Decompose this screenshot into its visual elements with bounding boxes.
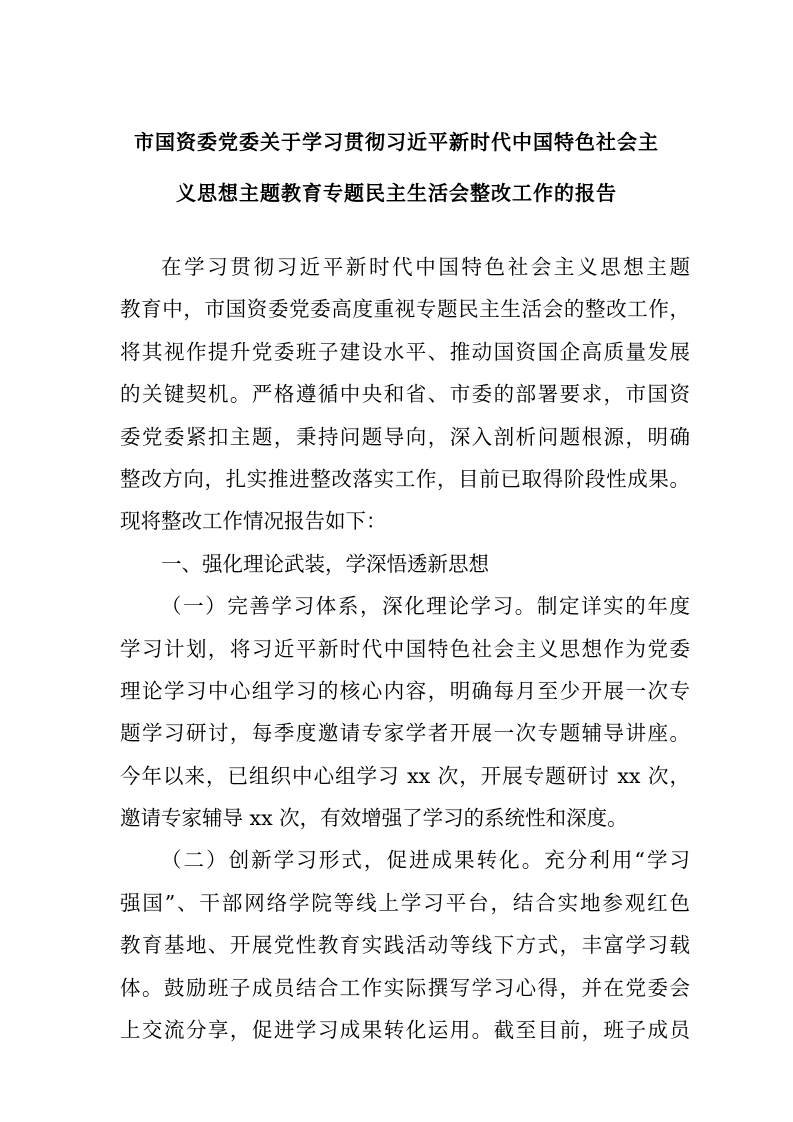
paragraph-line: 上交流分享，促进学习成果转化运用。截至目前，班子成员 bbox=[120, 1018, 690, 1043]
paragraph-line: 邀请专家辅导 xx 次，有效增强了学习的系统性和深度。 bbox=[120, 806, 628, 831]
paragraph-line: 在学习贯彻习近平新时代中国特色社会主义思想主题 bbox=[161, 255, 690, 279]
paragraph-line: 将其视作提升党委班子建设水平、推动国资国企高质量发展 bbox=[120, 339, 690, 364]
document-title-line-2: 义思想主题教育专题民主生活会整改工作的报告 bbox=[176, 181, 617, 205]
paragraph-line: 学习计划，将习近平新时代中国特色社会主义思想作为党委 bbox=[120, 636, 690, 661]
paragraph-line: 今年以来，已组织中心组学习 xx 次，开展专题研讨 xx 次， bbox=[120, 763, 690, 788]
paragraph-line: 题学习研讨，每季度邀请专家学者开展一次专题辅导讲座。 bbox=[120, 721, 690, 746]
section-heading: 一、强化理论武装，学深悟透新思想 bbox=[161, 551, 489, 576]
paragraph-line: 教育基地、开展党性教育实践活动等线下方式，丰富学习载 bbox=[120, 933, 690, 958]
paragraph-line: 强国”、干部网络学院等线上学习平台，结合实地参观红色 bbox=[120, 890, 690, 915]
paragraph-line: 理论学习中心组学习的核心内容，明确每月至少开展一次专 bbox=[120, 678, 690, 703]
paragraph-line: 的关键契机。严格遵循中央和省、市委的部署要求，市国资 bbox=[120, 382, 690, 407]
document-body bbox=[120, 246, 690, 1051]
paragraph-line: 体。鼓励班子成员结合工作实际撰写学习心得，并在党委会 bbox=[120, 975, 690, 1000]
paragraph-line: 教育中，市国资委党委高度重视专题民主生活会的整改工作， bbox=[120, 297, 690, 322]
paragraph-line: 委党委紧扣主题，秉持问题导向，深入剖析问题根源，明确 bbox=[120, 424, 690, 449]
paragraph-line: （一）完善学习体系，深化理论学习。制定详实的年度 bbox=[161, 594, 690, 619]
document-title-line-1: 市国资委党委关于学习贯彻习近平新时代中国特色社会主 bbox=[134, 130, 659, 154]
paragraph-line: 现将整改工作情况报告如下： bbox=[120, 509, 387, 534]
paragraph-line: 整改方向，扎实推进整改落实工作，目前已取得阶段性成果。 bbox=[120, 466, 690, 491]
paragraph-line: （二）创新学习形式，促进成果转化。充分利用“学习 bbox=[161, 848, 690, 873]
